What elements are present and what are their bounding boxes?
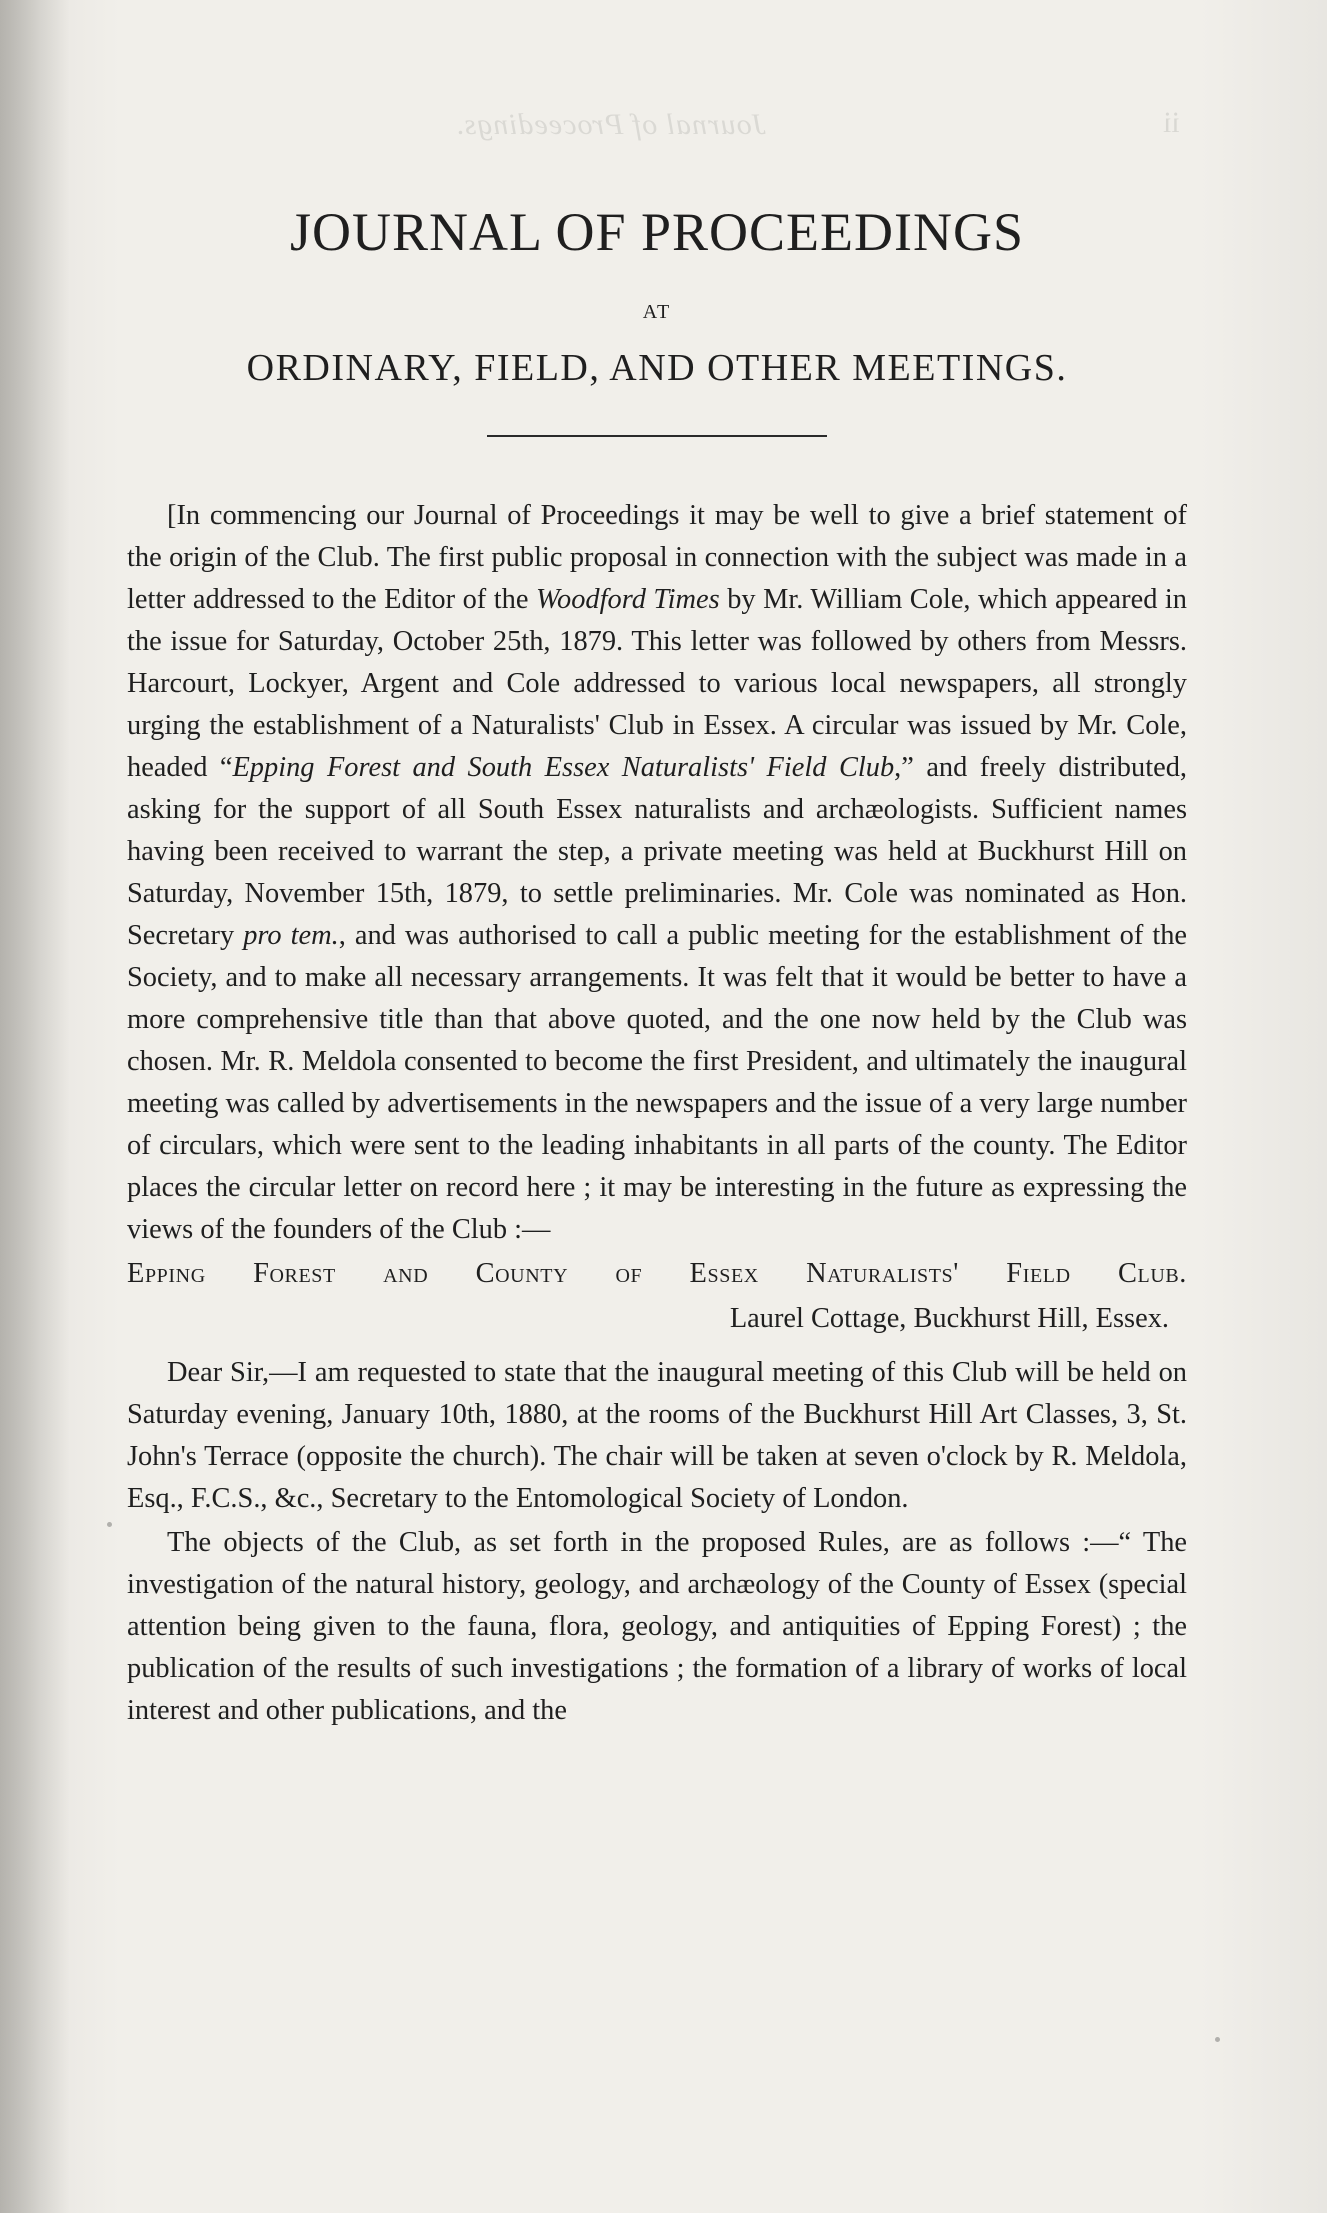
page-title: JOURNAL OF PROCEEDINGS xyxy=(289,202,1025,262)
intro-emphasis-woodford-times: Woodford Times xyxy=(536,584,720,615)
intro-emphasis-club-name: Epping Forest and South Essex Naturalists' Field Club xyxy=(232,752,895,783)
bleed-through-folio: ii xyxy=(1163,106,1180,139)
page-subtitle: ORDINARY, FIELD, AND OTHER MEETINGS. xyxy=(246,347,1068,389)
paper-speck xyxy=(107,1522,112,1527)
paper-speck xyxy=(1215,2037,1220,2042)
bleed-through-running-head: Journal of Proceedings. xyxy=(455,108,767,141)
letter-heading: Epping Forest and County of Essex Naturalists' Field Club. xyxy=(127,1258,1187,1289)
page-content xyxy=(127,200,1187,1732)
intro-emphasis-pro-tem: pro tem. xyxy=(243,920,339,951)
letter-paragraph-1: Dear Sir,—I am requested to state that the inaugural meeting of this Club will be held on Saturday evening, January 10th, 1880, at the rooms of the Buckhurst Hill Art Classes, 3, St. John's Terrace (opposite the church). The chair will be taken at seven o'clock by R. Meldola, Esq., F.C.S., &c., Secretary to the Entomological Society of London. xyxy=(127,1357,1187,1514)
intro-text-2: by Mr. William Cole, which appeared in the issue for Saturday, October 25th, 1879. This letter was followed by others from Messrs. Harcourt, Lockyer, Argent and Cole addressed to various local newspapers, all strongly urging the establishment of a Naturalists' Club in Essex. A circular was issued by Mr. Cole, headed “ xyxy=(127,584,1187,783)
title-connector: AT xyxy=(642,301,672,323)
gutter-shadow xyxy=(0,0,70,2213)
intro-text-1: [In commencing our Journal of Proceedings it may be well to give a brief statement of the origin of the Club. The first public proposal in connection with the subject was made in a letter addressed to the Editor of the xyxy=(127,500,1187,615)
intro-paragraph xyxy=(127,495,1187,1251)
intro-text-3: ,” and freely distributed, asking for the support of all South Essex naturalists and archæologists. Sufficient names having been received to warrant the step, a private meeting was held at Buckhurst Hill on Saturday, November 15th, 1879, to settle preliminaries. Mr. Cole was nominated as Hon. Secretary xyxy=(127,752,1187,951)
letter-paragraph-2: The objects of the Club, as set forth in the proposed Rules, are as follows :—“ The investigation of the natural history, geology, and archæology of the County of Essex (special attention being given to the fauna, flora, geology, and antiquities of Epping Forest) ; the publication of the results of such investigations ; the formation of a library of works of local interest and other publications, and the xyxy=(127,1527,1187,1726)
letter-address: Laurel Cottage, Buckhurst Hill, Essex. xyxy=(729,1303,1169,1334)
intro-text-4: , and was authorised to call a public meeting for the establishment of the Society, and to make all necessary arrangements. It was felt that it would be better to have a more comprehensive title than that above quoted, and the one now held by the Club was chosen. Mr. R. Meldola consented to become the first President, and ultimately the inaugural meeting was called by advertisements in the newspapers and the issue of a very large number of circulars, which were sent to the leading inhabitants in all parts of the county. The Editor places the circular letter on record here ; it may be interesting in the future as expressing the views of the founders of the Club :— xyxy=(127,920,1188,1245)
title-rule xyxy=(487,435,827,437)
